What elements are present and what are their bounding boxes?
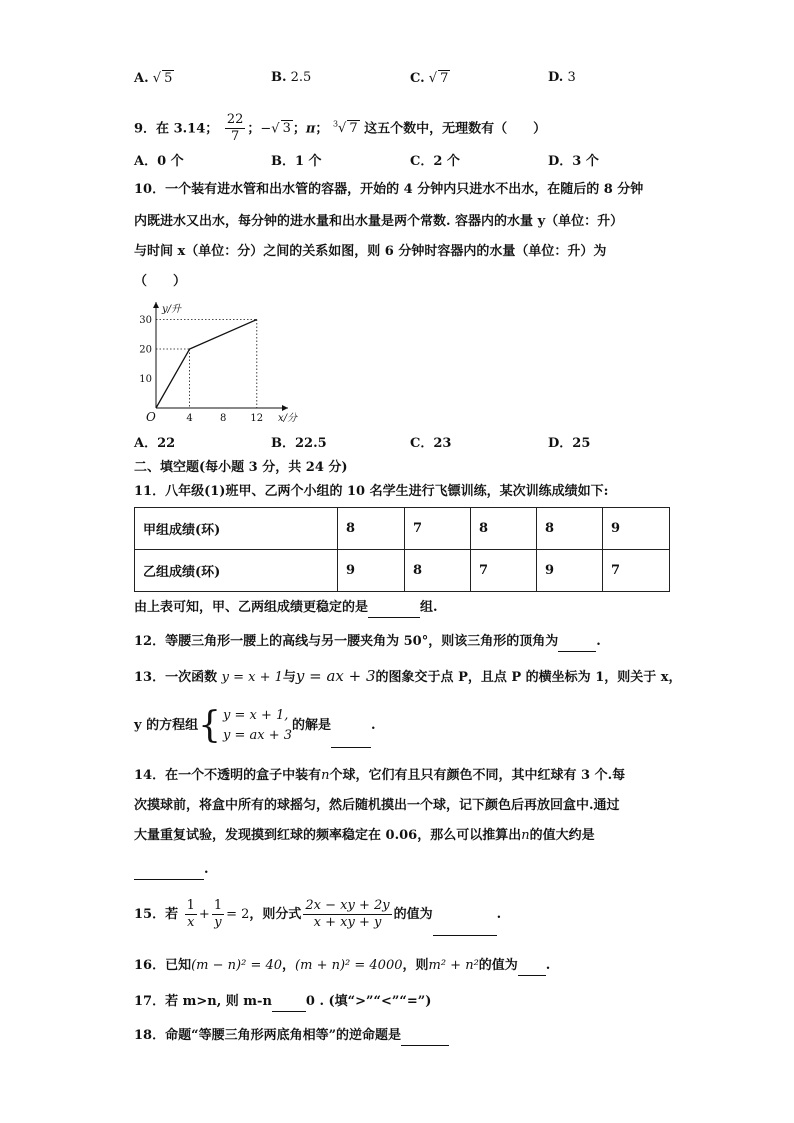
x-axis-arrow — [282, 405, 288, 411]
score-table — [134, 507, 670, 592]
question-14-line4: . — [134, 860, 209, 880]
q10-options — [134, 432, 694, 454]
answer-blank[interactable] — [518, 961, 546, 976]
question-17: 17．若 m>n, 则 m-n 0 . (填“>”“<”“=”) — [134, 992, 431, 1012]
answer-blank[interactable] — [558, 637, 596, 652]
table-cell: 7 — [603, 550, 670, 592]
answer-blank[interactable] — [134, 865, 204, 880]
answer-blank[interactable] — [331, 733, 371, 748]
question-9: 9．在 3.14； $\frac{22}{7}$ ；−√ 3 ；π； $^3$√ 7 这五个数中，无理数有（ ） — [134, 112, 547, 145]
x-axis-label: x/分 — [278, 413, 298, 424]
q10-option-a: A．22 — [134, 436, 176, 451]
x-tick-label: 8 — [220, 413, 227, 424]
table-cell: 9 — [338, 550, 405, 592]
q8-option-b: B. 2.5 — [271, 70, 312, 85]
y-axis-arrow — [153, 302, 159, 308]
water-volume-line — [156, 320, 257, 409]
section-2-title: 二、填空题(每小题 3 分，共 24 分) — [134, 460, 348, 475]
question-10-line4: （ ） — [134, 274, 187, 289]
table-cell: 8 — [537, 508, 603, 550]
q9-option-d: D．3 个 — [548, 154, 599, 169]
answer-blank[interactable] — [433, 921, 497, 936]
table-row — [135, 508, 670, 550]
y-tick-label: 20 — [139, 344, 152, 356]
q8-option-c: C. √ 7 — [410, 71, 449, 86]
question-14-line1: 14．在一个不透明的盒子中装有n个球，它们有且只有颜色不同，其中红球有 3 个.每 — [134, 768, 626, 783]
question-14-line3: 大量重复试验，发现摸到红球的频率稳定在 0.06，那么可以推算出n的值大约是 — [134, 828, 595, 843]
table-row-label: 甲组成绩(环) — [135, 508, 338, 550]
q10-option-b: B．22.5 — [271, 436, 327, 451]
water-volume-graph — [132, 298, 298, 424]
table-row-label: 乙组成绩(环) — [135, 550, 338, 592]
question-10-line1: 10．一个装有进水管和出水管的容器，开始的 4 分钟内只进水不出水，在随后的 8 分钟 — [134, 182, 644, 197]
table-row — [135, 550, 670, 592]
question-18: 18．命题“等腰三角形两底角相等”的逆命题是 — [134, 1026, 449, 1046]
question-10-line2: 内既进水又出水，每分钟的进水量和出水量是两个常数. 容器内的水量 y（单位：升） — [134, 214, 624, 229]
q9-option-b: B．1 个 — [271, 154, 322, 169]
question-11: 11．八年级(1)班甲、乙两个小组的 10 名学生进行飞镖训练，某次训练成绩如下: — [134, 484, 609, 499]
y-axis-label: y/升 — [162, 304, 182, 315]
q8-option-d: D. 3 — [548, 70, 576, 85]
y-tick-label: 30 — [139, 315, 152, 326]
question-11-answer-line: 由上表可知，甲、乙两组成绩更稳定的是 组. — [134, 598, 438, 618]
q9-option-a: A．0 个 — [134, 154, 184, 169]
q9-options — [134, 150, 694, 172]
fraction-22-7: $\frac{22}{7}$ — [226, 112, 244, 145]
q9-option-c: C．2 个 — [410, 154, 460, 169]
question-15: 15．若 $\frac{1}{x}$ + $\frac{1}{y}$ = 2，则分式 $\frac{2x - xy + 2y}{x + xy + y}$ 的值为 . — [134, 894, 501, 936]
y-tick-label: 10 — [139, 374, 152, 385]
answer-blank[interactable] — [401, 1031, 449, 1046]
table-cell: 7 — [471, 550, 537, 592]
x-tick-label: 12 — [250, 413, 264, 424]
table-cell: 7 — [405, 508, 471, 550]
q8-options — [134, 70, 694, 92]
table-cell: 8 — [338, 508, 405, 550]
question-13-line2: y 的方程组{ y = x + 1, y = ax + 3 的解是 . — [134, 704, 376, 748]
question-10-line3: 与时间 x（单位：分）之间的关系如图，则 6 分钟时容器内的水量（单位：升）为 — [134, 244, 607, 259]
question-16: 16．已知(m − n)² = 40，(m + n)² = 4000，则m² + n²的值为 . — [134, 956, 550, 976]
x-tick-label: 4 — [186, 413, 193, 424]
answer-blank[interactable] — [368, 603, 420, 618]
table-cell: 8 — [471, 508, 537, 550]
question-14-line2: 次摸球前，将盒中所有的球摇匀，然后随机摸出一个球，记下颜色后再放回盒中.通过 — [134, 798, 620, 813]
question-13-line1: 13．一次函数 y = x + 1与y = ax + 3的图象交于点 P，且点 P 的横坐标为 1，则关于 x， — [134, 667, 682, 685]
answer-blank[interactable] — [272, 997, 306, 1012]
q10-option-c: C．23 — [410, 436, 452, 451]
origin-label: O — [146, 410, 156, 424]
q8-option-a: A. √ 5 — [134, 71, 173, 86]
table-cell: 9 — [603, 508, 670, 550]
table-cell: 9 — [537, 550, 603, 592]
question-12: 12．等腰三角形一腰上的高线与另一腰夹角为 50°，则该三角形的顶角为 . — [134, 632, 601, 652]
table-cell: 8 — [405, 550, 471, 592]
q10-option-d: D．25 — [548, 436, 591, 451]
